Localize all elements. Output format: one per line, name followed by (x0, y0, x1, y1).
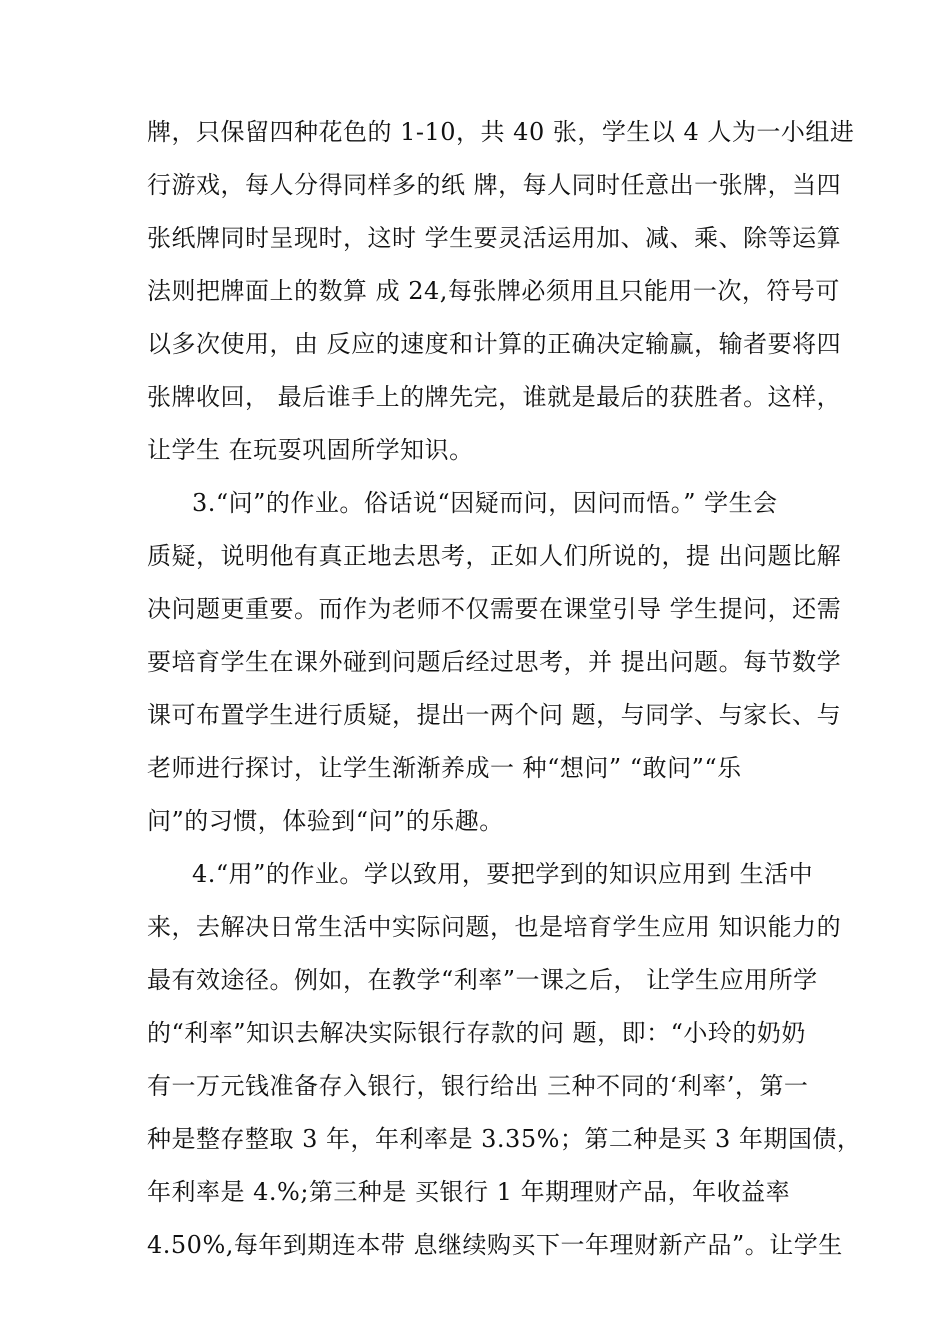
text-line: 种是整存整取 3 年，年利率是 3.35%；第二种是买 3 年期国债， (147, 1125, 862, 1153)
paragraph-4-start: 4.“用”的作业。学以致用，要把学到的知识应用到 生活中 (192, 860, 814, 888)
text-line: 要培育学生在课外碰到问题后经过思考，并 提出问题。每节数学 (147, 648, 842, 676)
text-line: 最有效途径。例如，在教学“利率”一课之后， 让学生应用所学 (147, 966, 818, 994)
text-line: 法则把牌面上的数算 成 24,每张牌必须用且只能用一次，符号可 (147, 277, 840, 305)
text-line: 以多次使用，由 反应的速度和计算的正确决定输赢，输者要将四 (147, 330, 842, 358)
text-line: 质疑，说明他有真正地去思考，正如人们所说的，提 出问题比解 (147, 542, 842, 570)
text-line: 4.50%,每年到期连本带 息继续购买下一年理财新产品”。让学生 (147, 1231, 843, 1259)
text-line: 张纸牌同时呈现时，这时 学生要灵活运用加、减、乘、除等运算 (147, 224, 842, 252)
text-line: 的“利率”知识去解决实际银行存款的问 题，即：“小玲的奶奶 (147, 1019, 806, 1047)
text-line: 课可布置学生进行质疑，提出一两个问 题，与同学、与家长、与 (147, 701, 842, 729)
paragraph-3-start: 3.“问”的作业。俗话说“因疑而问，因问而悟。” 学生会 (192, 489, 778, 517)
text-line: 让学生 在玩耍巩固所学知识。 (147, 436, 474, 464)
text-line: 老师进行探讨，让学生渐渐养成一 种“想问” “敢问”“乐 (147, 754, 742, 782)
text-line: 问”的习惯，体验到“问”的乐趣。 (147, 807, 504, 835)
text-line: 行游戏，每人分得同样多的纸 牌，每人同时任意出一张牌，当四 (147, 171, 842, 199)
text-line: 张牌收回， 最后谁手上的牌先完，谁就是最后的获胜者。这样， (147, 383, 842, 411)
text-line: 决问题更重要。而作为老师不仅需要在课堂引导 学生提问，还需 (147, 595, 842, 623)
text-line: 年利率是 4.%;第三种是 买银行 1 年期理财产品，年收益率 (147, 1178, 791, 1206)
text-line: 牌，只保留四种花色的 1-10，共 40 张，学生以 4 人为一小组进 (147, 118, 855, 146)
text-line: 来，去解决日常生活中实际问题，也是培育学生应用 知识能力的 (147, 913, 842, 941)
text-line: 有一万元钱准备存入银行，银行给出 三种不同的‘利率’，第一 (147, 1072, 809, 1100)
